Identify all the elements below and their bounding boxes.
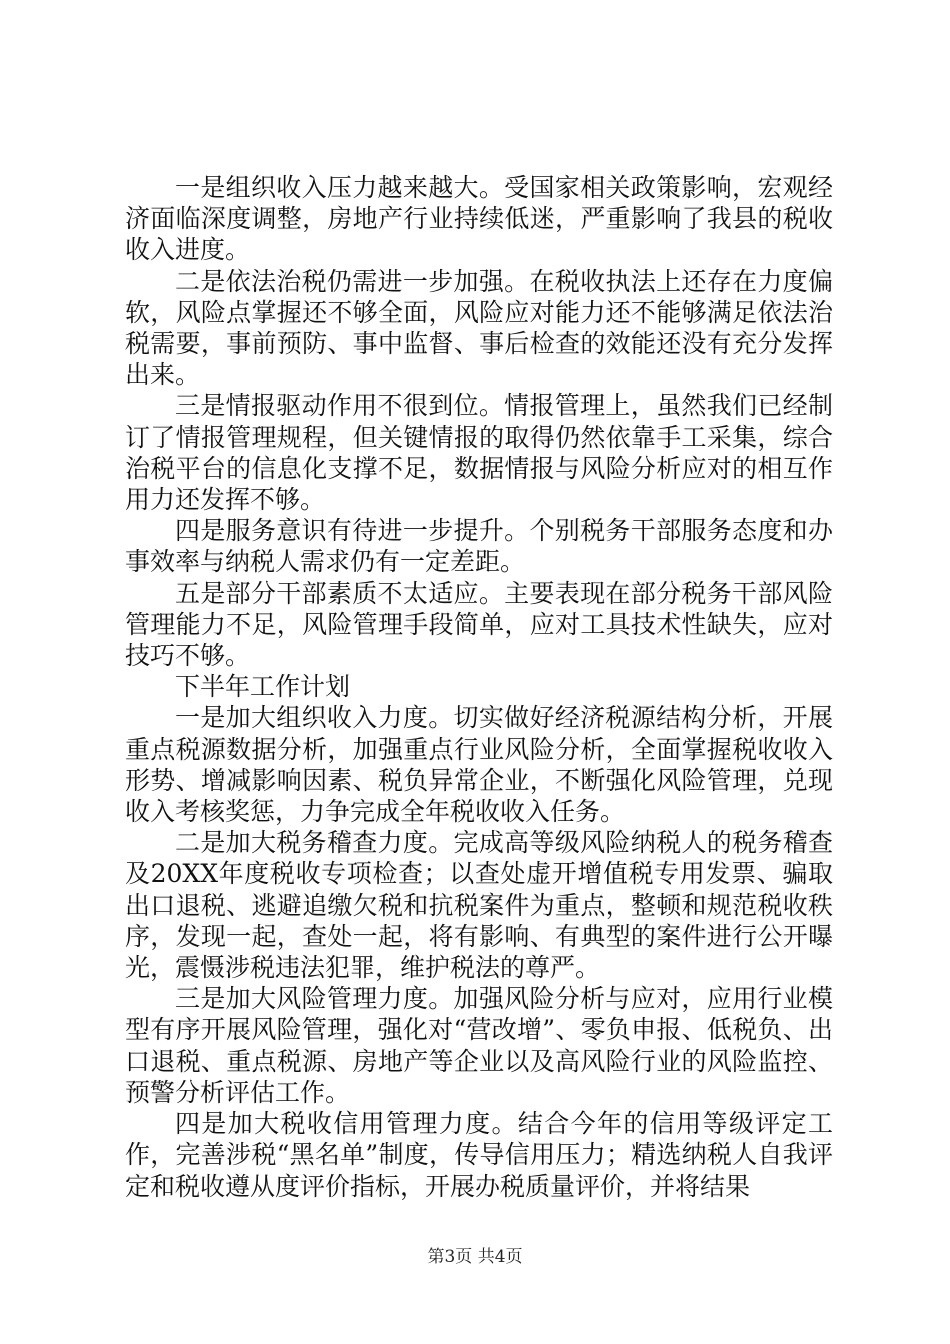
problem-paragraph-2: 二是依法治税仍需进一步加强。在税收执法上还存在力度偏软，风险点掌握还不够全面，风险应对能力还不能够满足依法治税需要，事前预防、事中监督、事后检查的效能还没有充分发挥出来。 xyxy=(125,266,833,390)
problem-paragraph-1: 一是组织收入压力越来越大。受国家相关政策影响，宏观经济面临深度调整，房地产行业持续低迷，严重影响了我县的税收收入进度。 xyxy=(125,173,833,265)
problem-paragraph-4: 四是服务意识有待进一步提升。个别税务干部服务态度和办事效率与纳税人需求仍有一定差距。 xyxy=(125,516,833,577)
page-footer xyxy=(0,1242,950,1267)
plan-paragraph-4: 四是加大税收信用管理力度。结合今年的信用等级评定工作，完善涉税“黑名单”制度，传导信用压力；精选纳税人自我评定和税收遵从度评价指标，开展办税质量评价，并将结果 xyxy=(125,1109,833,1201)
document-body xyxy=(125,172,833,1202)
section-heading: 下半年工作计划 xyxy=(175,672,351,702)
plan-paragraph-2: 二是加大税务稽查力度。完成高等级风险纳税人的税务稽查及20XX年度税收专项检查；以查处虚开增值税专用发票、骗取出口退税、逃避追缴欠税和抗税案件为重点，整顿和规范税收秩序，发现一起，查处一起，将有影响、有典型的案件进行公开曝光，震慑涉税违法犯罪，维护税法的尊严。 xyxy=(125,828,833,983)
page-number: 第3页 共4页 xyxy=(427,1247,523,1267)
problem-paragraph-5: 五是部分干部素质不太适应。主要表现在部分税务干部风险管理能力不足，风险管理手段简单，应对工具技术性缺失，应对技巧不够。 xyxy=(125,578,833,671)
plan-paragraph-1: 一是加大组织收入力度。切实做好经济税源结构分析，开展重点税源数据分析，加强重点行业风险分析，全面掌握税收收入形势、增减影响因素、税负异常企业，不断强化风险管理，兑现收入考核奖惩，力争完成全年税收收入任务。 xyxy=(125,703,833,827)
plan-paragraph-3: 三是加大风险管理力度。加强风险分析与应对，应用行业模型有序开展风险管理，强化对“营改增”、零负申报、低税负、出口退税、重点税源、房地产等企业以及高风险行业的风险监控、预警分析评估工作。 xyxy=(125,984,833,1107)
problem-paragraph-3: 三是情报驱动作用不很到位。情报管理上，虽然我们已经制订了情报管理规程，但关键情报的取得仍然依靠手工采集，综合治税平台的信息化支撑不足，数据情报与风险分析应对的相互作用力还发挥不够。 xyxy=(125,391,833,515)
